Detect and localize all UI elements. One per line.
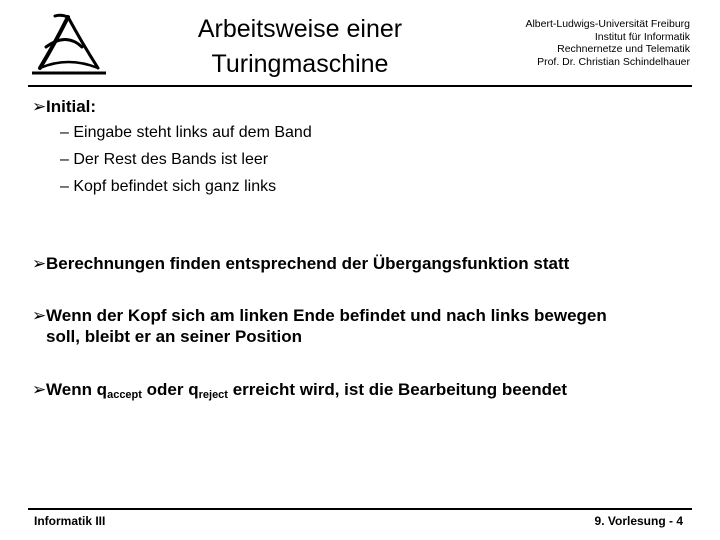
arrow-bullet-icon: ➢ — [32, 97, 47, 116]
bullet-text: Wenn der Kopf sich am linken Ende befindet und nach links bewegen — [46, 306, 607, 325]
arrow-bullet-icon: ➢ — [32, 306, 47, 325]
bullet-text-suffix: erreicht wird, ist die Bearbeitung beendet — [227, 380, 568, 399]
bullet-text: Initial: — [46, 97, 97, 116]
footer-divider — [28, 508, 692, 510]
arrow-bullet-icon: ➢ — [32, 380, 47, 399]
slide-title — [150, 12, 450, 82]
institution-line: Institut für Informatik — [594, 30, 690, 43]
university-logo-icon — [28, 10, 110, 80]
institution-block — [450, 18, 690, 68]
bullet-text-mid: oder q — [141, 380, 199, 399]
arrow-bullet-icon: ➢ — [32, 254, 47, 273]
footer-course: Informatik III — [34, 514, 106, 528]
subitem: – Kopf befindet sich ganz links — [60, 178, 277, 195]
institution-line: Prof. Dr. Christian Schindelhauer — [537, 55, 690, 68]
bullet-accept-reject — [32, 379, 567, 400]
subscript-accept: accept — [107, 389, 142, 401]
bullet-initial — [32, 96, 96, 117]
bullet-text: Berechnungen finden entsprechend der Übergangsfunktion statt — [46, 254, 570, 273]
header-divider — [28, 85, 692, 87]
title-line-1: Arbeitsweise einer — [197, 15, 403, 43]
bullet-computation — [32, 253, 569, 274]
footer-page-number: 9. Vorlesung - 4 — [594, 514, 683, 528]
bullet-text-continued: soll, bleibt er an seiner Position — [46, 327, 303, 346]
subscript-reject: reject — [198, 389, 228, 401]
institution-line: Albert-Ludwigs-Universität Freiburg — [525, 18, 690, 30]
institution-line: Rechnernetze und Telematik — [557, 43, 690, 55]
bullet-left-end — [32, 305, 607, 347]
subitem: – Der Rest des Bands ist leer — [60, 151, 269, 168]
bullet-text-prefix: Wenn q — [46, 380, 108, 399]
subitem: – Eingabe steht links auf dem Band — [60, 124, 312, 141]
title-line-2: Turingmaschine — [211, 50, 389, 78]
